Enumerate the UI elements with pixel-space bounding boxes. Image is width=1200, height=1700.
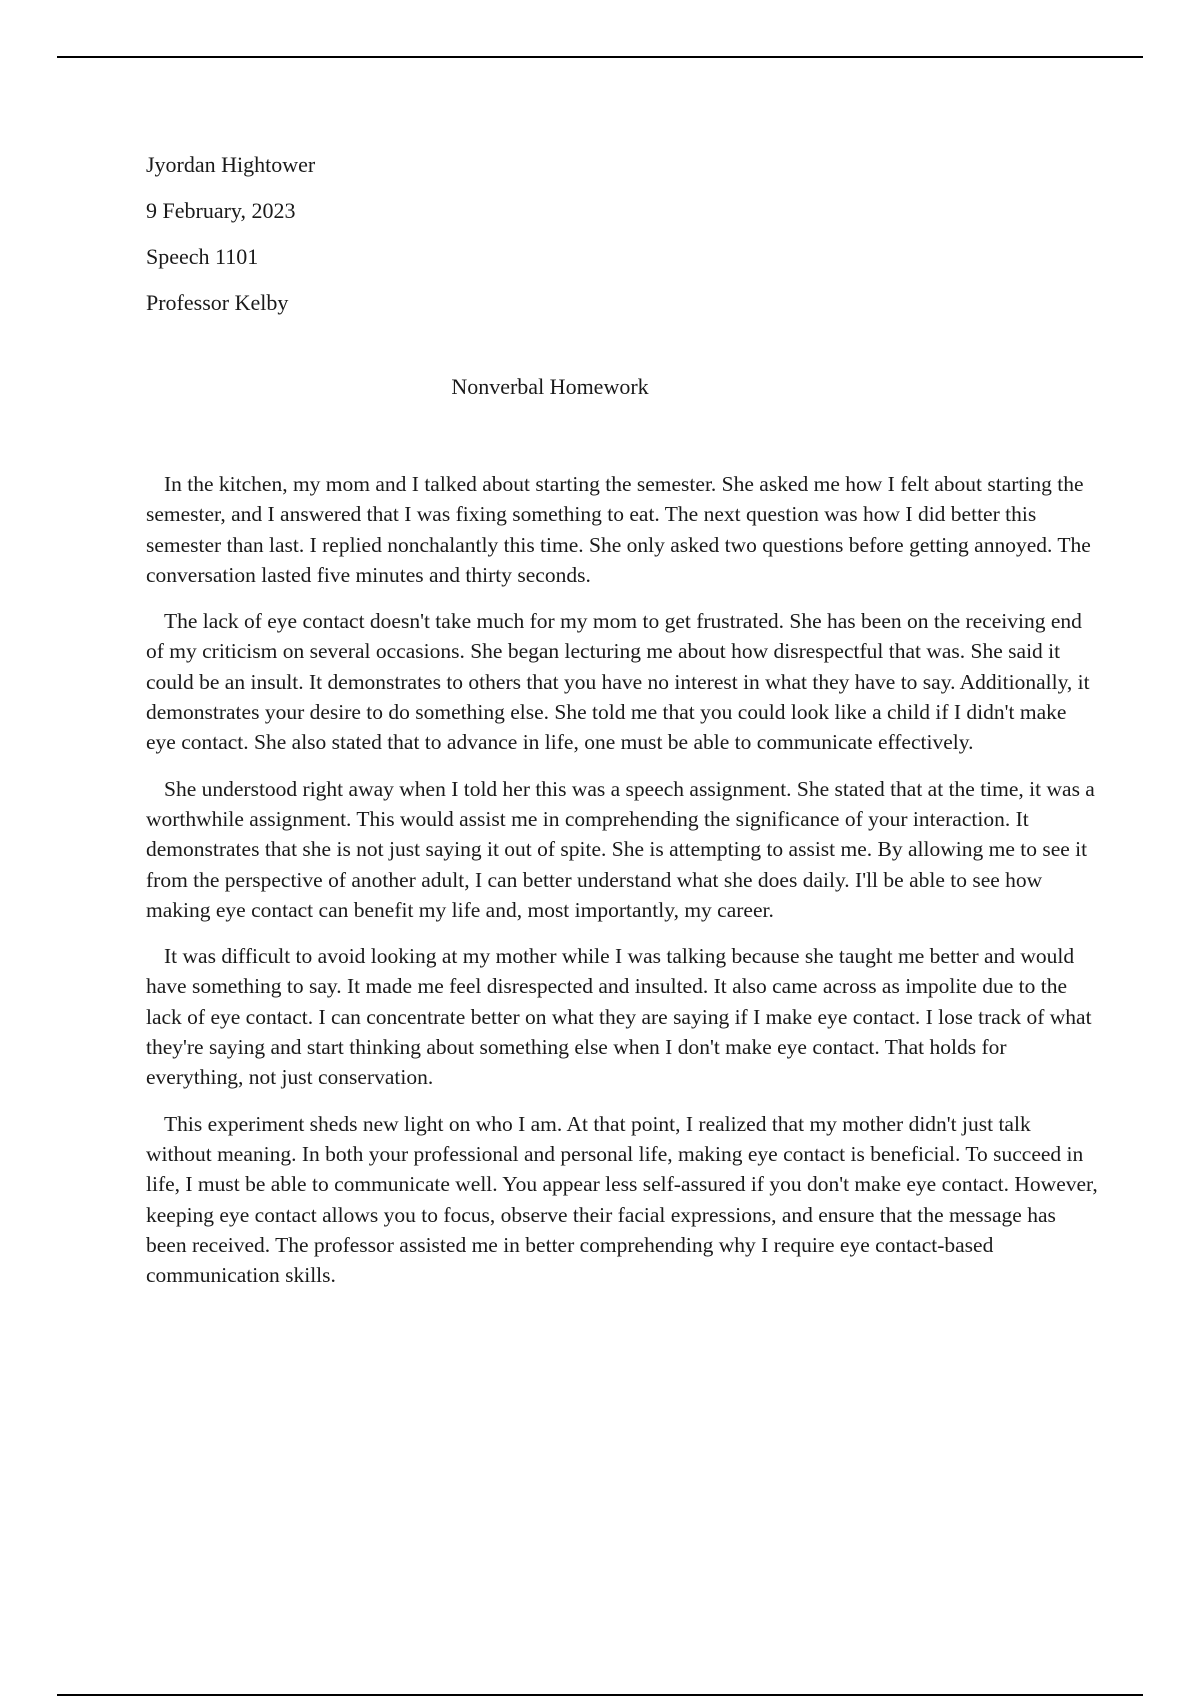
professor-name: Professor Kelby (146, 290, 289, 315)
body-paragraph-4: It was difficult to avoid looking at my mother while I was talking because she taught me better and would have something to say. It made me feel disrespected and insulted. It also came across as impolite due to the lack of eye contact. I can concentrate better on what they are saying if I make eye contact. I lose track of what they're saying and start thinking about something else when I don't make eye contact. That holds for everything, not just conservation. (146, 944, 1092, 1090)
course-name: Speech 1101 (146, 244, 259, 269)
body-paragraph-2: The lack of eye contact doesn't take much for my mom to get frustrated. She has been on the receiving end of my criticism on several occasions. She began lecturing me about how disrespectful that was. She said it could be an insult. It demonstrates to others that you have no interest in what they have to say. Additionally, it demonstrates your desire to do something else. She told me that you could look like a child if I didn't make eye contact. She also stated that to advance in life, one must be able to communicate effectively. (146, 609, 1090, 755)
body-paragraph-5: This experiment sheds new light on who I am. At that point, I realized that my mother didn't just talk without meaning. In both your professional and personal life, making eye contact is beneficial. To succeed in life, I must be able to communicate well. You appear less self-assured if you don't make eye contact. However, keeping eye contact allows you to focus, observe their facial expressions, and ensure that the message has been received. The professor assisted me in better comprehending why I require eye contact-based communication skills. (146, 1111, 1098, 1288)
body-paragraph-3: She understood right away when I told her this was a speech assignment. She stated that at the time, it was a worthwhile assignment. This would assist me in comprehending the significance of your interaction. It demonstrates that she is not just saying it out of spite. She is attempting to assist me. By allowing me to see it from the perspective of another adult, I can better understand what she does daily. I'll be able to see how making eye contact can benefit my life and, most importantly, my career. (146, 776, 1095, 922)
document-header (146, 142, 315, 326)
bottom-divider (57, 1694, 1143, 1696)
top-divider (57, 56, 1143, 58)
body-paragraph-1: In the kitchen, my mom and I talked about starting the semester. She asked me how I felt about starting the semester, and I answered that I was fixing something to eat. The next question was how I did better this semester than last. I replied nonchalantly this time. She only asked two questions before getting annoyed. The conversation lasted five minutes and thirty seconds. (146, 472, 1091, 587)
document-title: Nonverbal Homework (451, 374, 649, 399)
document-date: 9 February, 2023 (146, 198, 296, 223)
document-body (146, 469, 1098, 1306)
student-name: Jyordan Hightower (146, 152, 316, 177)
